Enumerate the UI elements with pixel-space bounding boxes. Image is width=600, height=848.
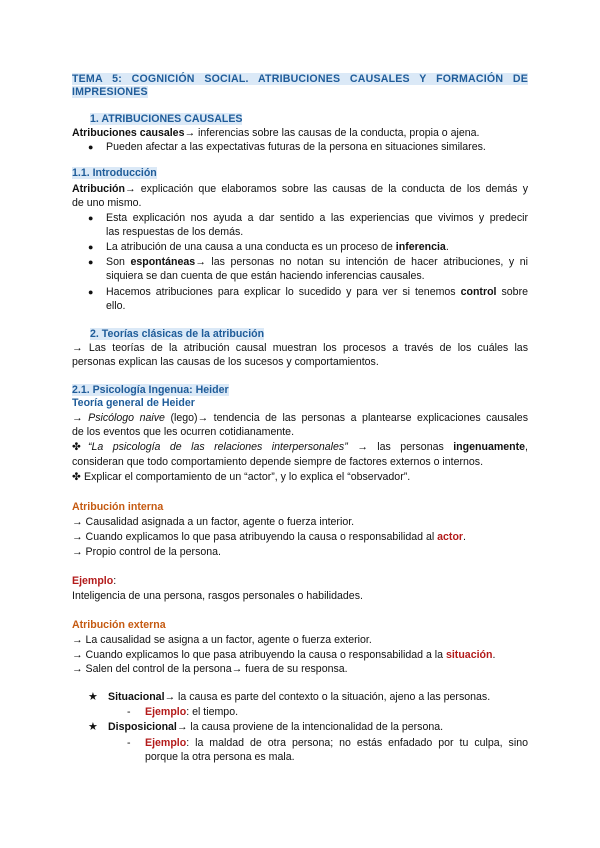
ejemplo-1-text: Inteligencia de una persona, rasgos personales o habilidades. [72, 590, 363, 602]
interna-line-3: → Propio control de la persona. [72, 546, 221, 558]
dash-icon: - [127, 706, 131, 718]
s2-line-1: → Las teorías de la atribución causal muestran los procesos a través de los cuáles las [72, 342, 528, 354]
disposicional-example-line-2: porque la otra persona es mala. [145, 751, 295, 763]
s11-definition-line-2: de uno mismo. [72, 197, 142, 209]
situacional-line: Situacional→ la causa es parte del contexto o la situación, ajeno a las personas. [108, 691, 491, 703]
s11-bullet-3-line-1: Son espontáneas→ las personas no notan su intención de hacer atribuciones, y ni [106, 256, 529, 268]
s1-bullet-1: Pueden afectar a las expectativas futuras de la persona en situaciones similares. [106, 141, 486, 153]
cross-icon: ✤ [72, 441, 81, 453]
interna-line-1: → Causalidad asignada a un factor, agente o fuerza interior. [72, 516, 355, 528]
s21-p1-line-2: de los eventos que les ocurren cotidianamente. [72, 426, 295, 438]
section-2-1-heading: 2.1. Psicología Ingenua: Heider [72, 384, 229, 396]
s11-bullet-1-line-2: las respuestas de los demás. [106, 226, 244, 238]
s11-bullet-1-line-1: Esta explicación nos ayuda a dar sentido a las experiencias que vivimos y predecir [106, 212, 528, 224]
section-1-heading: 1. ATRIBUCIONES CAUSALES [90, 113, 243, 125]
star-icon: ★ [88, 721, 98, 733]
s11-bullet-4-line-1: Hacemos atribuciones para explicar lo sucedido y para ver si tenemos control sobre [106, 286, 528, 298]
interna-heading: Atribución interna [72, 501, 164, 513]
bullet-icon: ● [88, 242, 94, 252]
s21-p3: Explicar el comportamiento de un “actor”, y lo explica el “observador”. [84, 471, 411, 483]
s21-p1-line-1: → Psicólogo naive (lego)→ tendencia de las personas a plantearse explicaciones causales [72, 412, 528, 424]
bullet-icon: ● [88, 257, 94, 267]
disposicional-example-line-1: Ejemplo: la maldad de otra persona; no estás enfadado por tu culpa, sino [145, 737, 528, 749]
section-2-heading: 2. Teorías clásicas de la atribución [90, 328, 265, 340]
doc-title-line-1: TEMA 5: COGNICIÓN SOCIAL. ATRIBUCIONES CAUSALES Y FORMACIÓN DE [72, 73, 528, 85]
s11-bullet-2: La atribución de una causa a una conducta es un proceso de inferencia. [106, 241, 449, 253]
interna-line-2: → Cuando explicamos lo que pasa atribuyendo la causa o responsabilidad al actor. [72, 531, 466, 543]
dash-icon: - [127, 737, 131, 749]
s11-bullet-4-line-2: ello. [106, 300, 126, 312]
bullet-icon: ● [88, 142, 94, 152]
situacional-example: Ejemplo: el tiempo. [145, 706, 239, 718]
s11-bullet-3-line-2: siquiera se dan cuenta de que están haciendo inferencias causales. [106, 270, 425, 282]
s2-line-2: personas explican las causas de los sucesos y comportamientos. [72, 356, 379, 368]
externa-line-2: → Cuando explicamos lo que pasa atribuyendo la causa o responsabilidad a la situación. [72, 649, 496, 661]
s1-definition: Atribuciones causales→ inferencias sobre las causas de la conducta, propia o ajena. [72, 127, 480, 139]
doc-title-line-2: IMPRESIONES [72, 86, 148, 98]
s21-p2-line-1: “La psicología de las relaciones interpersonales” → las personas ingenuamente, [88, 441, 528, 453]
cross-icon: ✤ [72, 471, 81, 483]
bullet-icon: ● [88, 213, 94, 223]
s11-definition-line-1: Atribución→ explicación que elaboramos sobre las causas de la conducta de los demás y [72, 183, 528, 195]
section-1-1-heading: 1.1. Introducción [72, 167, 157, 179]
externa-line-1: → La causalidad se asigna a un factor, agente o fuerza exterior. [72, 634, 372, 646]
bullet-icon: ● [88, 287, 94, 297]
section-2-1-subheading: Teoría general de Heider [72, 397, 195, 409]
disposicional-line: Disposicional→ la causa proviene de la intencionalidad de la persona. [108, 721, 444, 733]
ejemplo-1-label: Ejemplo: [72, 575, 117, 587]
externa-heading: Atribución externa [72, 619, 166, 631]
externa-line-3: → Salen del control de la persona→ fuera de su responsa. [72, 663, 348, 675]
s21-p2-line-2: consideran que todo comportamiento depende siempre de factores externos o internos. [72, 456, 484, 468]
star-icon: ★ [88, 691, 98, 703]
